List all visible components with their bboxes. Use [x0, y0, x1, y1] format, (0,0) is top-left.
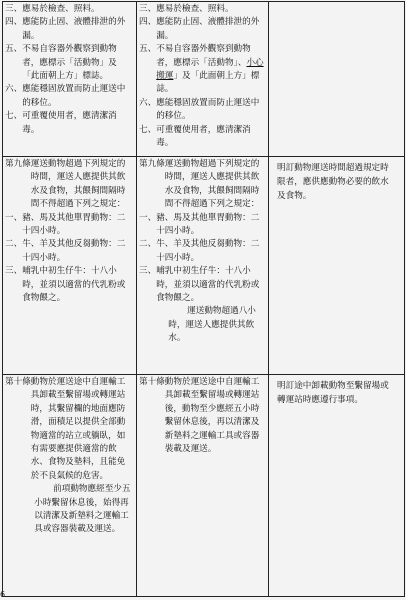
middle-cell-container-rules [137, 2, 269, 157]
item-number: 二、 [5, 239, 23, 250]
explanation-cell-empty [269, 2, 405, 157]
second-paragraph-text: 前項動物應經至少五小時繫留休息後，始得再以清潔及新墊料之運輸工具或容器裝載及運送。 [34, 484, 131, 535]
list-item [139, 3, 265, 16]
item-text: 應能防止固、液體排泄的外漏。 [22, 17, 126, 41]
item-number: 四、 [5, 17, 23, 28]
item-number: 五、 [139, 44, 157, 55]
item-number: 五、 [5, 44, 23, 55]
article-text: 運送動物超過下列規定的時間，運送人應提供其飲水及食物，其餵飼間隔時間不得超過下列之規定： [164, 159, 260, 210]
article-number: 第九條 [139, 159, 165, 169]
middle-cell-article-9 [137, 157, 269, 375]
article-extra-paragraph [139, 305, 265, 345]
item-text: 可重覆使用者，應清潔消毒。 [22, 111, 117, 135]
article-text: 動物於運送途中自運輸工具卸載至繫留場或轉運站時，其繫留欄的地面應防滑，面積足以提供全部動物適當的站立或躺臥，如有需要應提供適當的飲水、食物及墊料，且能免於不良氣候的危害。 [30, 377, 126, 481]
left-cell-article-9 [3, 157, 137, 375]
item-text: 應能穩固放置而防止運送中的移位。 [156, 97, 260, 122]
item-number: 一、 [139, 212, 157, 223]
item-text: 可重覆使用者，應清潔消毒。 [156, 124, 251, 149]
article-number: 第十條 [139, 377, 165, 387]
item-text: 豬、馬及其他單胃動物：二十四小時。 [22, 212, 126, 237]
list-item [5, 43, 133, 83]
list-item [139, 16, 265, 43]
item-text [156, 43, 265, 97]
item-text: 哺乳中初生仔牛：十八小時，並須以適當的代乳粉或食物餵之。 [22, 266, 126, 304]
table-row [3, 2, 405, 157]
item-text: 應易於檢查、照料。 [22, 4, 100, 14]
explanation-text: 明訂途中卸載動物至繫留場或轉運站時應遵行事項。 [277, 381, 389, 405]
item-number: 四、 [139, 17, 157, 28]
list-item [5, 16, 133, 43]
item-number: 三、 [5, 266, 23, 277]
left-cell-article-10 [3, 375, 137, 597]
table-row [3, 157, 405, 375]
page-number: 6 [0, 590, 6, 599]
item-number: 七、 [5, 111, 23, 122]
article-number: 第十條 [5, 377, 31, 387]
item-number: 三、 [139, 266, 157, 277]
table-row [3, 375, 405, 597]
middle-cell-article-10 [137, 375, 269, 597]
explanation-cell-article-10 [269, 375, 405, 597]
list-item [139, 43, 265, 97]
item-text: 哺乳中初生仔牛：十八小時，並須以適當的代乳粉或食物餵之。 [156, 266, 260, 304]
underlined-text: 小心搬運 [156, 57, 264, 82]
list-item [5, 238, 133, 265]
item-text: 牛、羊及其他反芻動物：二十四小時。 [156, 239, 260, 263]
item-number: 六、 [139, 97, 157, 108]
item-text: 豬、馬及其他單胃動物：二十四小時。 [156, 212, 260, 237]
list-item [5, 110, 133, 137]
item-text: 應能穩固放置而防止運送中的移位。 [22, 84, 126, 108]
list-item [5, 3, 133, 16]
list-item [5, 83, 133, 110]
article-paragraph [139, 158, 265, 212]
explanation-text: 明訂動物運送時間超過規定時限者，應供應動物必要的飲水及食物。 [277, 163, 389, 201]
list-item [5, 212, 133, 239]
article-text: 動物於運送途中自運輸工具卸載至繫留場或轉運站後，動物至少應經五小時繫留休息後，再以清潔及新墊料之運輸工具或容器裝載及運送。 [164, 377, 260, 455]
item-number: 六、 [5, 84, 23, 95]
item-number: 三、 [5, 4, 23, 14]
article-paragraph [5, 158, 133, 212]
item-text-part: 不易自容器外觀察到動物者，應標示「活動物」、 [156, 44, 251, 68]
item-number: 七、 [139, 124, 157, 135]
item-number: 二、 [139, 239, 157, 250]
item-text: 應易於檢查、照料。 [156, 4, 234, 14]
item-text: 牛、羊及其他反芻動物：二十四小時。 [22, 239, 126, 263]
item-text-part: 」及「此面朝上方」標誌。 [156, 71, 260, 95]
item-number: 一、 [5, 212, 23, 223]
article-number: 第九條 [5, 159, 31, 169]
article-paragraph [139, 376, 265, 456]
list-item [139, 97, 265, 124]
item-text: 應能防止固、液體排泄的外漏。 [156, 17, 260, 41]
list-item [139, 238, 265, 265]
left-cell-container-rules [3, 2, 137, 157]
item-text: 不易自容器外觀察到動物者，應標示「活動物」及「此面朝上方」標誌。 [22, 44, 117, 82]
list-item [5, 265, 133, 305]
list-item [139, 265, 265, 305]
item-number: 三、 [139, 4, 157, 14]
list-item [139, 124, 265, 151]
list-item [139, 212, 265, 239]
article-paragraph [5, 376, 133, 483]
explanation-cell-article-9 [269, 157, 405, 375]
extra-text: 運送動物超過八小時，運送人應提供其飲水。 [168, 306, 256, 344]
article-second-paragraph [5, 483, 133, 537]
article-text: 運送動物超過下列規定的時間，運送人應提供其飲水及食物，其餵飼間隔時間不得超過下列之規定： [30, 159, 126, 210]
regulation-comparison-table [2, 1, 405, 597]
